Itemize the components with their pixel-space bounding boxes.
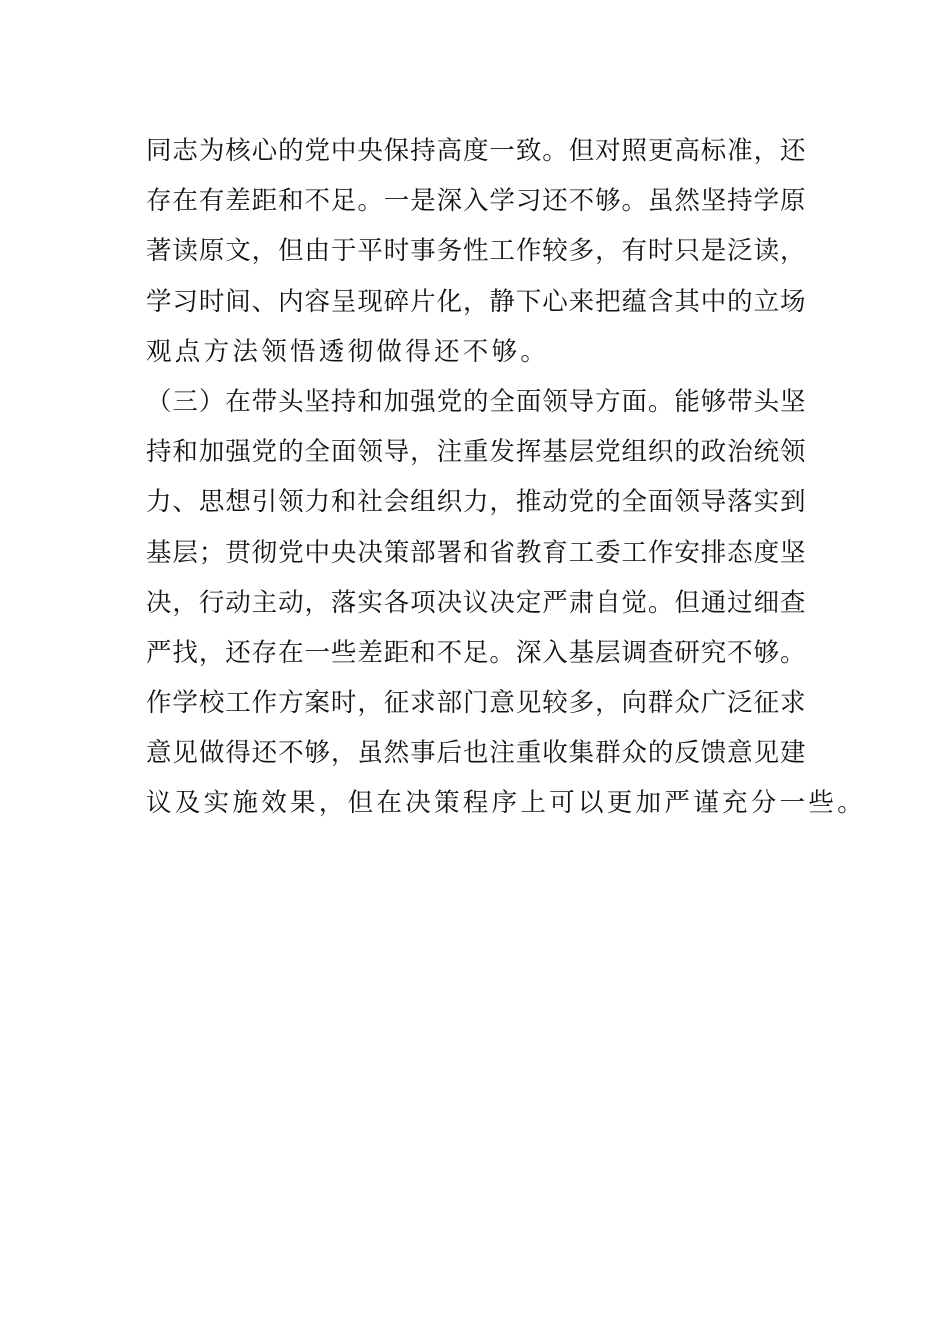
text-line: 力、思想引领力和社会组织力，推动党的全面领导落实到 — [146, 487, 806, 518]
text-line: 作学校工作方案时，征求部门意见较多，向群众广泛征求 — [146, 688, 806, 719]
text-line: 持和加强党的全面领导，注重发挥基层党组织的政治统领 — [146, 437, 806, 468]
text-line: 学习时间、内容呈现碎片化，静下心来把蕴含其中的立场 — [146, 286, 806, 317]
text-line: 意见做得还不够，虽然事后也注重收集群众的反馈意见建 — [146, 738, 806, 769]
body-text — [146, 126, 867, 829]
text-line: 观点方法领悟透彻做得还不够。 — [146, 336, 550, 367]
text-line: 著读原文，但由于平时事务性工作较多，有时只是泛读， — [146, 236, 806, 267]
text-line: 决，行动主动，落实各项决议决定严肃自觉。但通过细查 — [146, 587, 806, 618]
text-line: 存在有差距和不足。一是深入学习还不够。虽然坚持学原 — [146, 186, 806, 217]
text-line: 议及实施效果，但在决策程序上可以更加严谨充分一些。 — [146, 788, 867, 819]
section-heading-line: （三）在带头坚持和加强党的全面领导方面。能够带头坚 — [146, 386, 806, 417]
text-line: 同志为核心的党中央保持高度一致。但对照更高标准，还 — [146, 136, 806, 166]
text-line: 基层；贯彻党中央决策部署和省教育工委工作安排态度坚 — [146, 537, 806, 568]
text-line: 严找，还存在一些差距和不足。深入基层调查研究不够。 — [146, 637, 806, 668]
